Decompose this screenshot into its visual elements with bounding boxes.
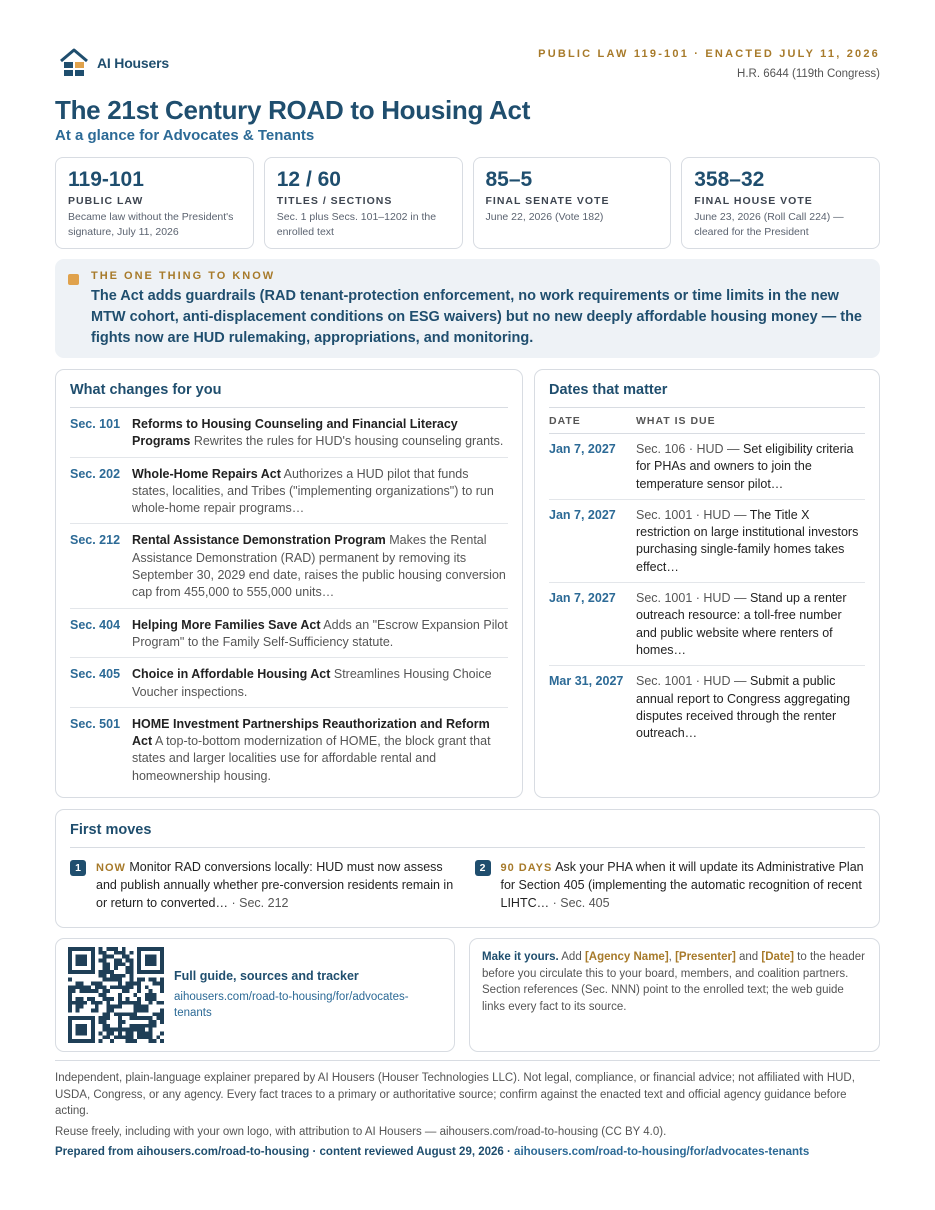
section-text: Authorizes a HUD pilot that funds states, localities, and Tribes ("implementing organizations") to run whole-home repair programs… bbox=[132, 466, 494, 516]
yours-text: and bbox=[738, 951, 759, 963]
section-ref: Sec. 202 bbox=[70, 466, 121, 481]
stat-note: Became law without the President's signature, July 11, 2026 bbox=[68, 211, 234, 238]
table-row bbox=[549, 666, 865, 748]
section-ref: Sec. 212 bbox=[70, 533, 121, 548]
due-text: Stand up a renter outreach resource: a toll-free number and public website where renters of homes… bbox=[636, 591, 847, 657]
table-row bbox=[549, 500, 865, 583]
section-ref: Sec. 101 bbox=[70, 417, 121, 431]
due-meta: Sec. 106 · HUD — bbox=[636, 442, 740, 456]
section-text: Streamlines Housing Choice Voucher inspections. bbox=[132, 667, 492, 699]
due-meta: Sec. 1001 · HUD — bbox=[636, 507, 747, 522]
due-text: Submit a public annual report to Congress aggregating disputes received through the renter outreach… bbox=[636, 674, 851, 741]
table-row bbox=[549, 583, 865, 666]
table-row bbox=[549, 434, 865, 500]
stat-card bbox=[264, 157, 463, 249]
bill-line: H.R. 6644 (119th Congress) bbox=[737, 68, 880, 80]
list-item bbox=[70, 524, 508, 608]
section-text: A top-to-bottom modernization of HOME, the block grant that states and larger localities use for affordable rental and homeownership housing. bbox=[132, 734, 491, 783]
stat-note: Sec. 1 plus Secs. 101–1202 in the enrolled text bbox=[276, 211, 437, 238]
placeholder-date: [Date] bbox=[761, 951, 794, 963]
stat-value: 85–5 bbox=[485, 168, 533, 191]
yours-text: to the header before you circulate this to your board, members, and coalition partners. Section references (Sec. NNN) point to the enrolled text; the web guide links every fact to its source. bbox=[482, 951, 865, 1013]
due-date: Jan 7, 2027 bbox=[549, 442, 616, 456]
yours-text: , bbox=[668, 951, 672, 963]
stat-label: FINAL SENATE VOTE bbox=[485, 195, 610, 207]
section-text: Makes the Rental Assistance Demonstration (RAD) permanent by removing its September 30, 2029 end date, raises the public housing conversion cap from 455,000 to 555,000 units… bbox=[132, 533, 506, 600]
section-text: Adds an "Escrow Expansion Pilot Program" to the Family Self-Sufficiency statute. bbox=[132, 617, 508, 649]
stat-value: 119-101 bbox=[68, 168, 144, 191]
dates-header bbox=[549, 408, 865, 434]
due-date: Jan 7, 2027 bbox=[549, 507, 616, 522]
law-line: PUBLIC LAW 119-101 · ENACTED JULY 11, 2026 bbox=[538, 48, 880, 60]
reuse-note: Reuse freely, including with your own logo, with attribution to AI Housers — aihousers.com/road-to-housing (CC BY 4.0). bbox=[55, 1125, 667, 1138]
changes-card bbox=[55, 369, 523, 798]
disclaimer: Independent, plain-language explainer prepared by AI Housers (Houser Technologies LLC). Not legal, compliance, or financial advice; not affiliated with HUD, USDA, Congress, or any agency. Every fact traces to a primary or authoritative source; confirm against the enacted text and official agency guidance before acting. bbox=[55, 1072, 855, 1117]
due-meta: Sec. 1001 · HUD — bbox=[636, 591, 747, 606]
yours-lead: Make it yours. bbox=[482, 951, 559, 963]
step-number: 2 bbox=[475, 860, 491, 876]
section-ref: Sec. 501 bbox=[70, 716, 121, 731]
stat-card bbox=[473, 157, 672, 249]
yours-text: Add bbox=[561, 951, 582, 963]
list-item bbox=[70, 859, 461, 912]
col-date: DATE bbox=[549, 415, 581, 427]
stat-note: June 22, 2026 (Vote 182) bbox=[485, 211, 604, 223]
section-ref: Sec. 405 bbox=[70, 667, 121, 682]
due-text: Set eligibility criteria for PHAs and owners to join the temperature sensor pilot… bbox=[636, 442, 854, 491]
moves-card bbox=[55, 809, 880, 928]
due-meta: Sec. 1001 · HUD — bbox=[636, 674, 747, 689]
prepared-note: Prepared from aihousers.com/road-to-housing · content reviewed August 29, 2026 · bbox=[55, 1146, 511, 1158]
stats-row bbox=[55, 157, 880, 249]
step-ref: · Sec. 212 bbox=[231, 895, 289, 910]
bottom-row bbox=[55, 938, 880, 1052]
guide-title: Full guide, sources and tracker bbox=[174, 969, 359, 983]
section-text: Rewrites the rules for HUD's housing counseling grants. bbox=[193, 434, 504, 449]
placeholder-presenter: [Presenter] bbox=[675, 951, 736, 963]
stat-card bbox=[681, 157, 880, 249]
step-text: Monitor RAD conversions locally: HUD must now assess and publish annually whether pre-conversion residents remain in or return to converted… bbox=[96, 860, 454, 910]
two-columns bbox=[55, 369, 880, 798]
moves-title: First moves bbox=[70, 822, 865, 848]
step-number: 1 bbox=[70, 860, 86, 876]
list-item bbox=[70, 658, 508, 708]
guide-link[interactable]: aihousers.com/road-to-housing/for/advocates-tenants bbox=[174, 991, 409, 1019]
list-item bbox=[70, 708, 508, 791]
square-bullet-icon bbox=[68, 274, 79, 285]
stat-label: TITLES / SECTIONS bbox=[276, 195, 393, 207]
list-item bbox=[70, 458, 508, 525]
section-title: Choice in Affordable Housing Act bbox=[132, 667, 331, 682]
list-item bbox=[70, 609, 508, 659]
key-callout bbox=[55, 259, 880, 358]
stat-card bbox=[55, 157, 254, 249]
step-tag: NOW bbox=[96, 862, 126, 874]
guide-card bbox=[55, 938, 455, 1052]
stat-value: 358–32 bbox=[694, 168, 765, 191]
list-item bbox=[475, 859, 866, 912]
stat-note: June 23, 2026 (Roll Call 224) — cleared for the President bbox=[694, 211, 844, 238]
house-logo-icon bbox=[59, 48, 89, 78]
section-title: HOME Investment Partnerships Reauthorization and Reform Act bbox=[132, 716, 490, 749]
section-title: Reforms to Housing Counseling and Financial Literacy Programs bbox=[132, 417, 458, 449]
dates-card bbox=[534, 369, 880, 798]
section-title: Whole-Home Repairs Act bbox=[132, 466, 281, 481]
due-date: Mar 31, 2027 bbox=[549, 674, 624, 689]
changes-title: What changes for you bbox=[70, 382, 508, 408]
brand-name: AI Housers bbox=[97, 55, 169, 71]
list-item bbox=[70, 408, 508, 458]
stat-label: FINAL HOUSE VOTE bbox=[694, 195, 813, 207]
step-tag: 90 DAYS bbox=[500, 862, 553, 874]
key-label: THE ONE THING TO KNOW bbox=[91, 270, 276, 282]
section-title: Rental Assistance Demonstration Program bbox=[132, 533, 386, 548]
stat-value: 12 / 60 bbox=[276, 168, 341, 191]
page bbox=[55, 45, 880, 1161]
qr-code-icon[interactable] bbox=[68, 947, 164, 1043]
section-ref: Sec. 404 bbox=[70, 617, 121, 632]
due-text: The Title X restriction on large institutional investors purchasing single-family homes takes effect… bbox=[636, 507, 859, 574]
step-ref: · Sec. 405 bbox=[552, 895, 610, 910]
prepared-link[interactable]: aihousers.com/road-to-housing/for/advocates-tenants bbox=[514, 1146, 810, 1158]
page-title: The 21st Century ROAD to Housing Act bbox=[55, 95, 531, 125]
brand-logo bbox=[59, 48, 169, 78]
header bbox=[55, 45, 880, 95]
footer bbox=[55, 1060, 880, 1161]
make-it-yours-card bbox=[469, 938, 880, 1052]
page-subtitle: At a glance for Advocates & Tenants bbox=[55, 127, 315, 144]
dates-title: Dates that matter bbox=[549, 382, 865, 408]
due-date: Jan 7, 2027 bbox=[549, 591, 616, 606]
key-text: The Act adds guardrails (RAD tenant-protection enforcement, no work requirements or time limits in the new MTW cohort, anti-displacement conditions on ESG waivers) but no new deeply affordable housing money — the fights now are HUD rulemaking, appropriations, and monitoring. bbox=[91, 288, 862, 346]
placeholder-agency: [Agency Name] bbox=[584, 951, 669, 963]
stat-label: PUBLIC LAW bbox=[68, 195, 144, 207]
section-title: Helping More Families Save Act bbox=[132, 617, 321, 632]
col-what: WHAT IS DUE bbox=[636, 415, 716, 427]
step-text: Ask your PHA when it will update its Administrative Plan for Section 405 (implementing the automatic recognition of recent LIHTC… bbox=[500, 860, 864, 910]
